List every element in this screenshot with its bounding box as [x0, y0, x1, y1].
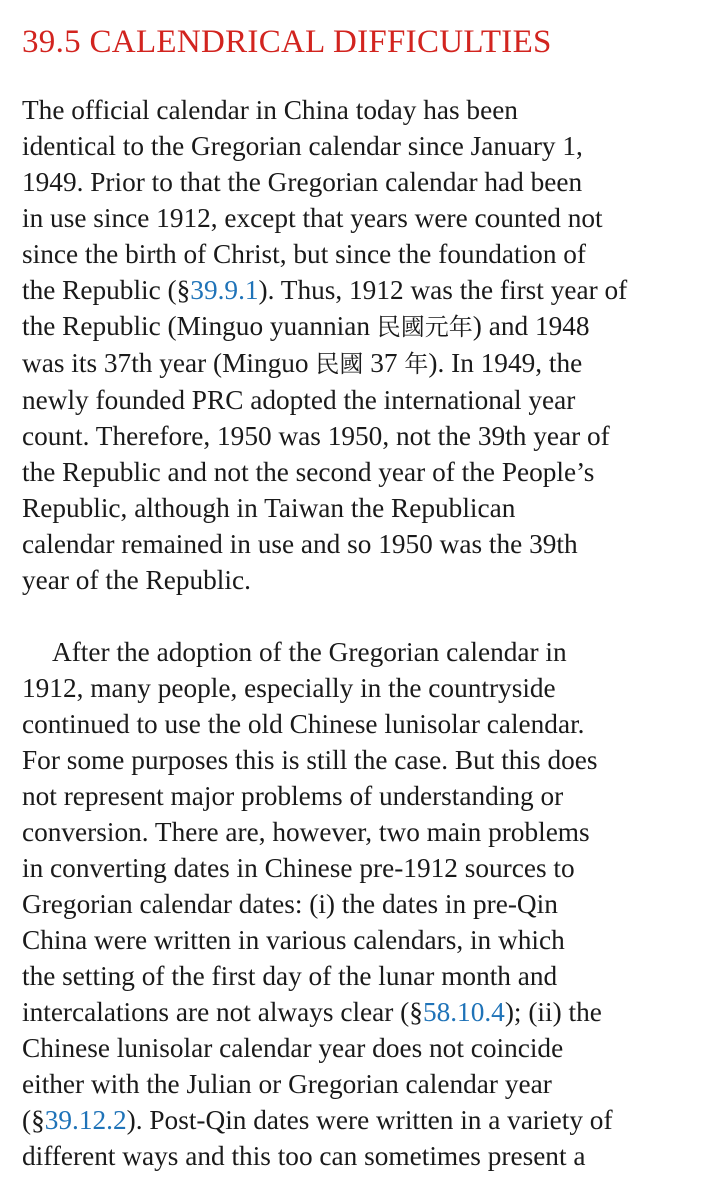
text-fragment: ). Thus, 1912 was the first year of [258, 275, 628, 305]
text-line: After the adoption of the Gregorian calendar in [52, 637, 567, 667]
text-fragment: ) and 1948 [472, 311, 590, 341]
text-fragment: intercalations are not always clear (§ [22, 997, 423, 1027]
text-line: in converting dates in Chinese pre-1912 sources to [22, 853, 575, 883]
text-line [22, 1102, 690, 1138]
text-line: continued to use the old Chinese lunisolar calendar. [22, 709, 585, 739]
text-line: different ways and this too can sometimes present a [22, 1141, 586, 1171]
text-line: 1949. Prior to that the Gregorian calendar had been [22, 167, 583, 197]
text-line [22, 345, 690, 382]
text-line: Chinese lunisolar calendar year does not coincide [22, 1033, 564, 1063]
text-line: either with the Julian or Gregorian calendar year [22, 1069, 552, 1099]
text-line: identical to the Gregorian calendar since January 1, [22, 131, 583, 161]
text-line: in use since 1912, except that years were counted not [22, 203, 603, 233]
text-line: Gregorian calendar dates: (i) the dates in pre-Qin [22, 889, 558, 919]
text-fragment: the Republic (Minguo yuannian [22, 311, 377, 341]
text-fragment: ). Post-Qin dates were written in a variety of [126, 1105, 613, 1135]
text-fragment: 37 [363, 348, 405, 378]
text-line: the Republic and not the second year of the People’s [22, 457, 595, 487]
text-line: For some purposes this is still the case. But this does [22, 745, 598, 775]
text-fragment: ). In 1949, the [428, 348, 583, 378]
chinese-term-minguo: 民國 [315, 350, 364, 378]
text-line [22, 272, 690, 308]
text-line: count. Therefore, 1950 was 1950, not the 39th year of [22, 421, 610, 451]
cross-reference-link-39-9-1[interactable]: 39.9.1 [190, 275, 259, 305]
paragraph-2 [22, 634, 690, 1174]
text-line: the setting of the first day of the lunar month and [22, 961, 558, 991]
text-line: conversion. There are, however, two main problems [22, 817, 590, 847]
text-line: China were written in various calendars, in which [22, 925, 565, 955]
text-fragment: the Republic (§ [22, 275, 191, 305]
text-fragment: ); (ii) the [504, 997, 602, 1027]
section-heading: 39.5 CALENDRICAL DIFFICULTIES [22, 24, 552, 60]
text-line: not represent major problems of understanding or [22, 781, 564, 811]
text-line: newly founded PRC adopted the international year [22, 385, 576, 415]
text-line: Republic, although in Taiwan the Republican [22, 493, 516, 523]
text-line: 1912, many people, especially in the countryside [22, 673, 556, 703]
cross-reference-link-58-10-4[interactable]: 58.10.4 [422, 997, 505, 1027]
chinese-term-nian: 年 [404, 350, 429, 378]
cross-reference-link-39-12-2[interactable]: 39.12.2 [44, 1105, 127, 1135]
text-line: year of the Republic. [22, 565, 251, 595]
chinese-term-minguo-yuannian: 民國元年 [376, 313, 473, 341]
text-line [22, 994, 690, 1030]
text-line: calendar remained in use and so 1950 was the 39th [22, 529, 578, 559]
book-page [22, 22, 690, 1174]
text-fragment: (§ [22, 1105, 45, 1135]
text-fragment: was its 37th year (Minguo [22, 348, 316, 378]
paragraph-1 [22, 92, 690, 598]
text-line [22, 308, 690, 345]
text-line: since the birth of Christ, but since the foundation of [22, 239, 587, 269]
text-line: The official calendar in China today has been [22, 95, 518, 125]
